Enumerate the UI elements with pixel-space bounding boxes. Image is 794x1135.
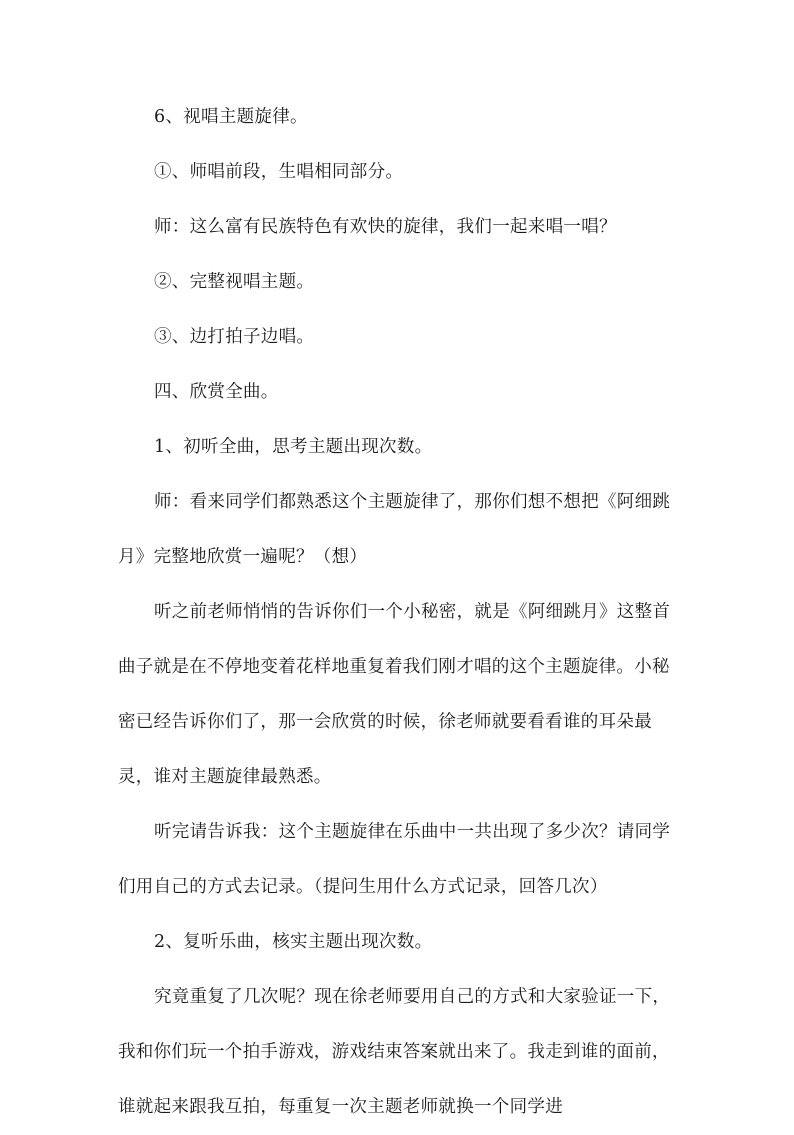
paragraph-11: 2、复听乐曲，核实主题出现次数。 xyxy=(154,932,433,952)
paragraph-5: ③、边打拍子边唱。 xyxy=(154,327,315,347)
paragraph-6: 四、欣赏全曲。 xyxy=(154,382,279,402)
paragraph-9: 听之前老师悄悄的告诉你们一个小秘密，就是《阿细跳月》这整首曲子就是在不停地变着花样地重复着我们刚才唱的这个主题旋律。小秘密已经告诉你们了，那一会欣赏的时候，徐老师就要看看谁的耳朵最灵，谁对主题旋律最熟悉。 xyxy=(118,602,671,787)
paragraph-3: 师：这么富有民族特色有欢快的旋律，我们一起来唱一唱？ xyxy=(154,217,617,237)
paragraph-2: ①、师唱前段，生唱相同部分。 xyxy=(154,162,404,182)
paragraph-12: 究竟重复了几次呢？现在徐老师要用自己的方式和大家验证一下，我和你们玩一个拍手游戏，游戏结束答案就出来了。我走到谁的面前，谁就起来跟我互拍，每重复一次主题老师就换一个同学进 xyxy=(118,987,671,1117)
paragraph-1: 6、视唱主题旋律。 xyxy=(154,107,308,127)
paragraph-8: 师：看来同学们都熟悉这个主题旋律了，那你们想不想把《阿细跳月》完整地欣赏一遍呢？（想） xyxy=(118,492,671,567)
paragraph-10: 听完请告诉我：这个主题旋律在乐曲中一共出现了多少次？请同学们用自己的方式去记录。（提问生用什么方式记录，回答几次） xyxy=(118,822,671,897)
paragraph-7: 1、初听全曲，思考主题出现次数。 xyxy=(154,437,433,457)
paragraph-4: ②、完整视唱主题。 xyxy=(154,272,315,292)
